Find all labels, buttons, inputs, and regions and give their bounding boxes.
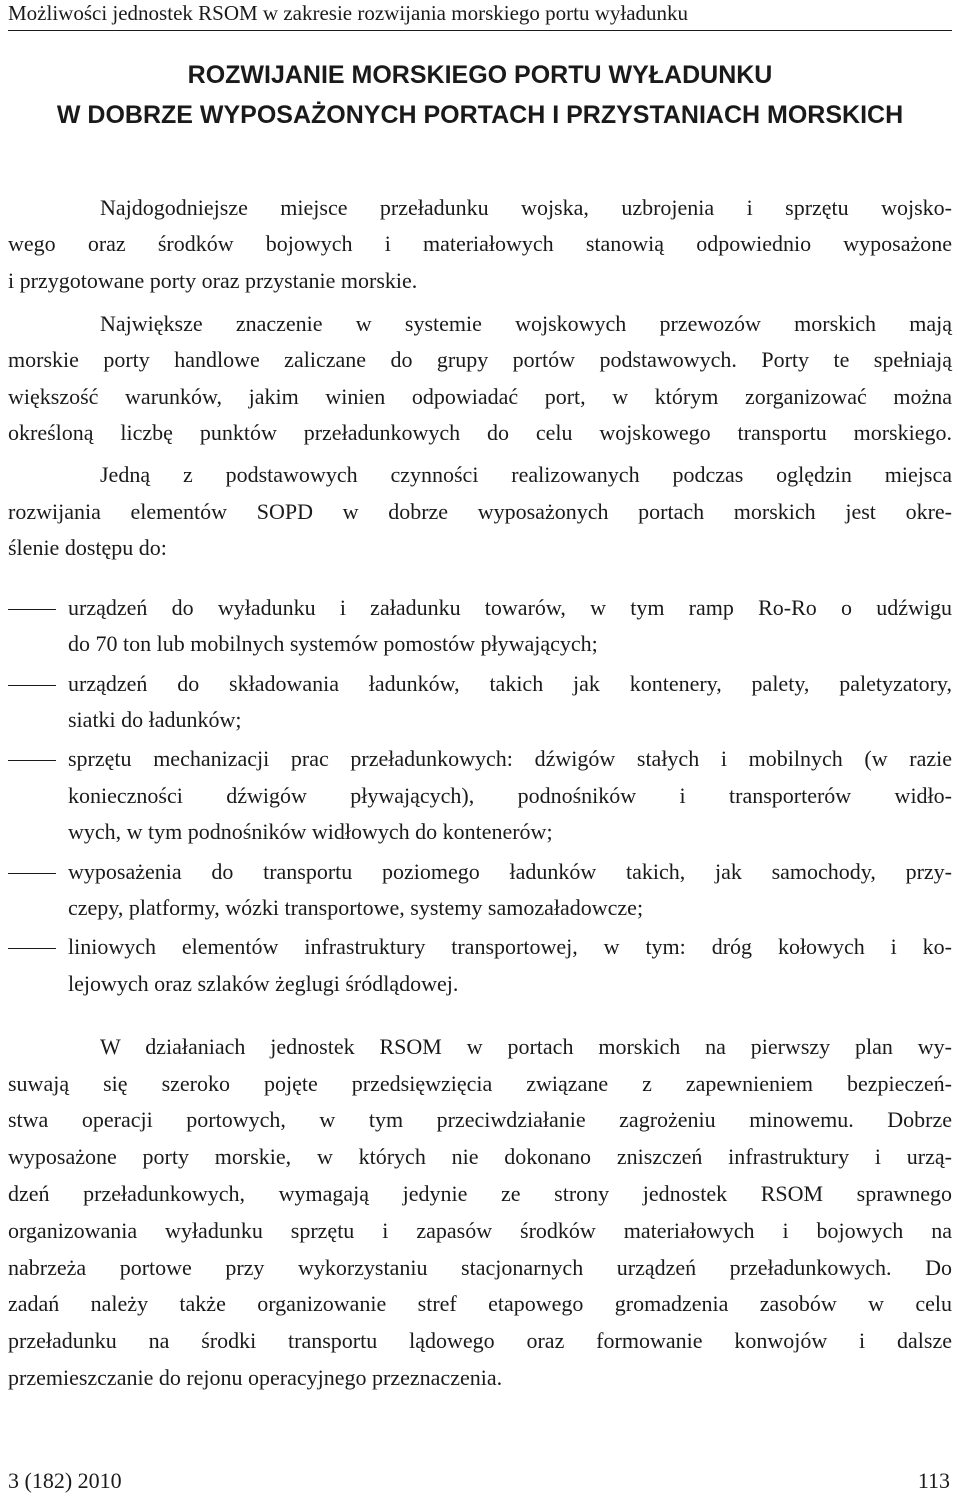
- paragraph-1-line: Najdogodniejsze miejsce przeładunku wojska, uzbrojenia i sprzętu wojsko-: [100, 195, 952, 220]
- bullet-2-line: urządzeń do składowania ładunków, takich jak kontenery, palety, paletyzatory,: [68, 671, 952, 696]
- paragraph-4-line: suwają się szeroko pojęte przedsięwzięcia związane z zapewnieniem bezpieczeń-: [8, 1071, 952, 1096]
- paragraph-2-line: określoną liczbę punktów przeładunkowych do celu wojskowego transportu morskiego.: [8, 420, 952, 445]
- bullet-4-line: wyposażenia do transportu poziomego ładunków takich, jak samochody, przy-: [68, 859, 952, 884]
- bullet-5-line: lejowych oraz szlaków żeglugi śródlądowej.: [68, 971, 459, 996]
- paragraph-2-line: Największe znaczenie w systemie wojskowych przewozów morskich mają: [100, 311, 952, 336]
- paragraph-2-line: większość warunków, jakim winien odpowiadać port, w którym zorganizować można: [8, 384, 952, 409]
- paragraph-3-line: Jedną z podstawowych czynności realizowanych podczas oględzin miejsca: [100, 462, 952, 487]
- bullet-dash: [8, 609, 56, 610]
- bullet-1-line: urządzeń do wyładunku i załadunku towarów, w tym ramp Ro-Ro o udźwigu: [68, 595, 952, 620]
- bullet-1-line: do 70 ton lub mobilnych systemów pomostów pływających;: [68, 631, 598, 656]
- bullet-2-line: siatki do ładunków;: [68, 707, 242, 732]
- paragraph-4-line: zadań należy także organizowanie stref etapowego gromadzenia zasobów w celu: [8, 1291, 952, 1316]
- bullet-4-line: czepy, platformy, wózki transportowe, systemy samozaładowcze;: [68, 895, 644, 920]
- paragraph-4-line: dzeń przeładunkowych, wymagają jedynie ze strony jednostek RSOM sprawnego: [8, 1181, 952, 1206]
- page-number: 113: [917, 1468, 950, 1493]
- bullet-3-line: wych, w tym podnośników widłowych do kontenerów;: [68, 819, 553, 844]
- section-title-line-2: W DOBRZE WYPOSAŻONYCH PORTACH I PRZYSTANIACH MORSKICH: [56, 101, 904, 129]
- paragraph-3-line: ślenie dostępu do:: [8, 535, 167, 560]
- paragraph-4-line: stwa operacji portowych, w tym przeciwdziałanie zagrożeniu minowemu. Dobrze: [8, 1107, 952, 1132]
- running-title: Możliwości jednostek RSOM w zakresie rozwijania morskiego portu wyładunku: [8, 1, 689, 25]
- paragraph-4-line: przemieszczanie do rejonu operacyjnego przeznaczenia.: [8, 1365, 503, 1390]
- section-title-line-1: ROZWIJANIE MORSKIEGO PORTU WYŁADUNKU: [187, 61, 773, 89]
- paragraph-3-line: rozwijania elementów SOPD w dobrze wyposażonych portach morskich jest okre-: [8, 499, 952, 524]
- paragraph-4-line: przeładunku na środki transportu lądowego oraz formowanie konwojów i dalsze: [8, 1328, 952, 1353]
- bullet-5-line: liniowych elementów infrastruktury transportowej, w tym: dróg kołowych i ko-: [68, 934, 952, 959]
- paragraph-4-line: organizowania wyładunku sprzętu i zapasów środków materiałowych i bojowych na: [8, 1218, 952, 1243]
- bullet-3-line: konieczności dźwigów pływających), podnośników i transporterów widło-: [68, 783, 952, 808]
- bullet-3-line: sprzętu mechanizacji prac przeładunkowych: dźwigów stałych i mobilnych (w razie: [68, 746, 952, 771]
- header-rule: [8, 30, 952, 31]
- paragraph-2-line: morskie porty handlowe zaliczane do grupy portów podstawowych. Porty te spełniają: [8, 347, 952, 372]
- running-header: [8, 0, 952, 34]
- bullet-dash: [8, 760, 56, 761]
- paragraph-1-line: i przygotowane porty oraz przystanie morskie.: [8, 268, 418, 293]
- paragraph-4-line: wyposażone porty morskie, w których nie dokonano zniszczeń infrastruktury i urzą-: [8, 1144, 952, 1169]
- issue-number: 3 (182) 2010: [8, 1468, 122, 1493]
- paragraph-4-line: W działaniach jednostek RSOM w portach morskich na pierwszy plan wy-: [100, 1034, 952, 1059]
- paragraph-4-line: nabrzeża portowe przy wykorzystaniu stacjonarnych urządzeń przeładunkowych. Do: [8, 1255, 952, 1280]
- bullet-dash: [8, 873, 56, 874]
- bullet-dash: [8, 685, 56, 686]
- paragraph-1-line: wego oraz środków bojowych i materiałowych stanowią odpowiednio wyposażone: [8, 231, 952, 256]
- bullet-dash: [8, 948, 56, 949]
